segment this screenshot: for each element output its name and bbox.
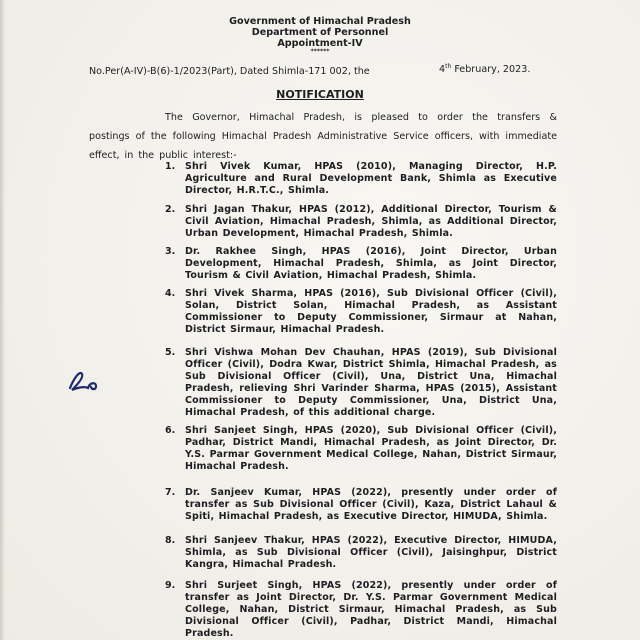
reference-date (439, 63, 530, 75)
item-text: Shri Jagan Thakur, HPAS (2012), Additional Director, Tourism & Civil Aviation, Himachal Pradesh, Shimla, as Additional Director, Urban Development, Himachal Pradesh, Shimla. (185, 204, 557, 239)
item-number: 5. (165, 347, 176, 358)
item-text: Shri Vivek Sharma, HPAS (2016), Sub Divisional Officer (Civil), Solan, District Solan, Himachal Pradesh, as Assistant Commissioner to Deputy Commissioner, Sirmaur at Nahan, District Sirmaur, Himachal Pradesh. (185, 288, 557, 335)
header-stars: ****** (310, 48, 330, 55)
item-text: Dr. Rakhee Singh, HPAS (2016), Joint Director, Urban Development, Himachal Pradesh, Shimla, as Joint Director, Tourism & Civil Aviation, Himachal Pradesh, Shimla. (185, 246, 557, 281)
item-text: Shri Vishwa Mohan Dev Chauhan, HPAS (2019), Sub Divisional Officer (Civil), Dodra Kwar, District Shimla, Himachal Pradesh, as Sub Divisional Officer (Civil), Una, District Una, Himachal Pradesh, relieving Shri Varinder Sharma, HPAS (2015), Assistant Commissioner to Deputy Commissioner, Una, District Una, Himachal Pradesh, of this additional charge. (185, 347, 557, 418)
item-number: 9. (165, 580, 176, 591)
header-section: Appointment-IV (277, 38, 363, 49)
list-item (165, 580, 557, 640)
date-suffix: th (445, 63, 452, 70)
date-day: 4 (439, 64, 446, 76)
list-item (165, 204, 557, 240)
item-text: Shri Sanjeet Singh, HPAS (2020), Sub Divisional Officer (Civil), Padhar, District Mandi, Himachal Pradesh, as Joint Director, Dr. Y.S. Parmar Government Medical College, Nahan, District Sirmaur, Himachal Pradesh. (185, 425, 557, 472)
intro-paragraph: The Governor, Himachal Pradesh, is pleased to order the transfers & postings of the following Himachal Pradesh Administrative Service officers, with immediate effect, in the public interest:- (89, 112, 557, 161)
list-item (165, 288, 557, 336)
item-text: Dr. Sanjeev Kumar, HPAS (2022), presently under order of transfer as Sub Divisional Officer (Civil), Kaza, District Lahaul & Spiti, Himachal Pradesh, as Executive Director, HIMUDA, Shimla. (185, 487, 557, 522)
header-government: Government of Himachal Pradesh (229, 16, 411, 27)
date-rest: February, 2023. (451, 64, 531, 76)
item-text: Shri Vivek Kumar, HPAS (2010), Managing Director, H.P. Agriculture and Rural Development Bank, Shimla as Executive Director, H.R.T.C., Shimla. (185, 161, 557, 196)
list-item (165, 535, 557, 571)
notification-title: NOTIFICATION (276, 88, 364, 101)
item-number: 8. (165, 535, 176, 546)
item-number: 3. (165, 246, 176, 257)
item-number: 7. (165, 487, 176, 498)
item-number: 2. (165, 204, 176, 215)
item-number: 1. (165, 161, 176, 172)
list-item (165, 487, 557, 523)
list-item (165, 425, 557, 473)
header-department: Department of Personnel (251, 27, 389, 38)
item-text: Shri Sanjeev Thakur, HPAS (2022), Executive Director, HIMUDA, Shimla, as Sub Divisional Officer (Civil), Jaisinghpur, District Kangra, Himachal Pradesh. (185, 535, 557, 570)
reference-number: No.Per(A-IV)-B(6)-1/2023(Part), Dated Shimla-171 002, the (89, 66, 370, 77)
list-item (165, 161, 557, 197)
list-item (165, 246, 557, 282)
list-item (165, 347, 557, 419)
item-number: 4. (165, 288, 176, 299)
item-text: Shri Surjeet Singh, HPAS (2022), presently under order of transfer as Joint Director, Dr. Y.S. Parmar Government Medical College, Nahan, District Sirmaur, Himachal Pradesh, as Sub Divisional Officer (Civil), Padhar, District Mandi, Himachal Pradesh. (185, 580, 557, 639)
item-number: 6. (165, 425, 176, 436)
initials-signature (66, 368, 106, 394)
